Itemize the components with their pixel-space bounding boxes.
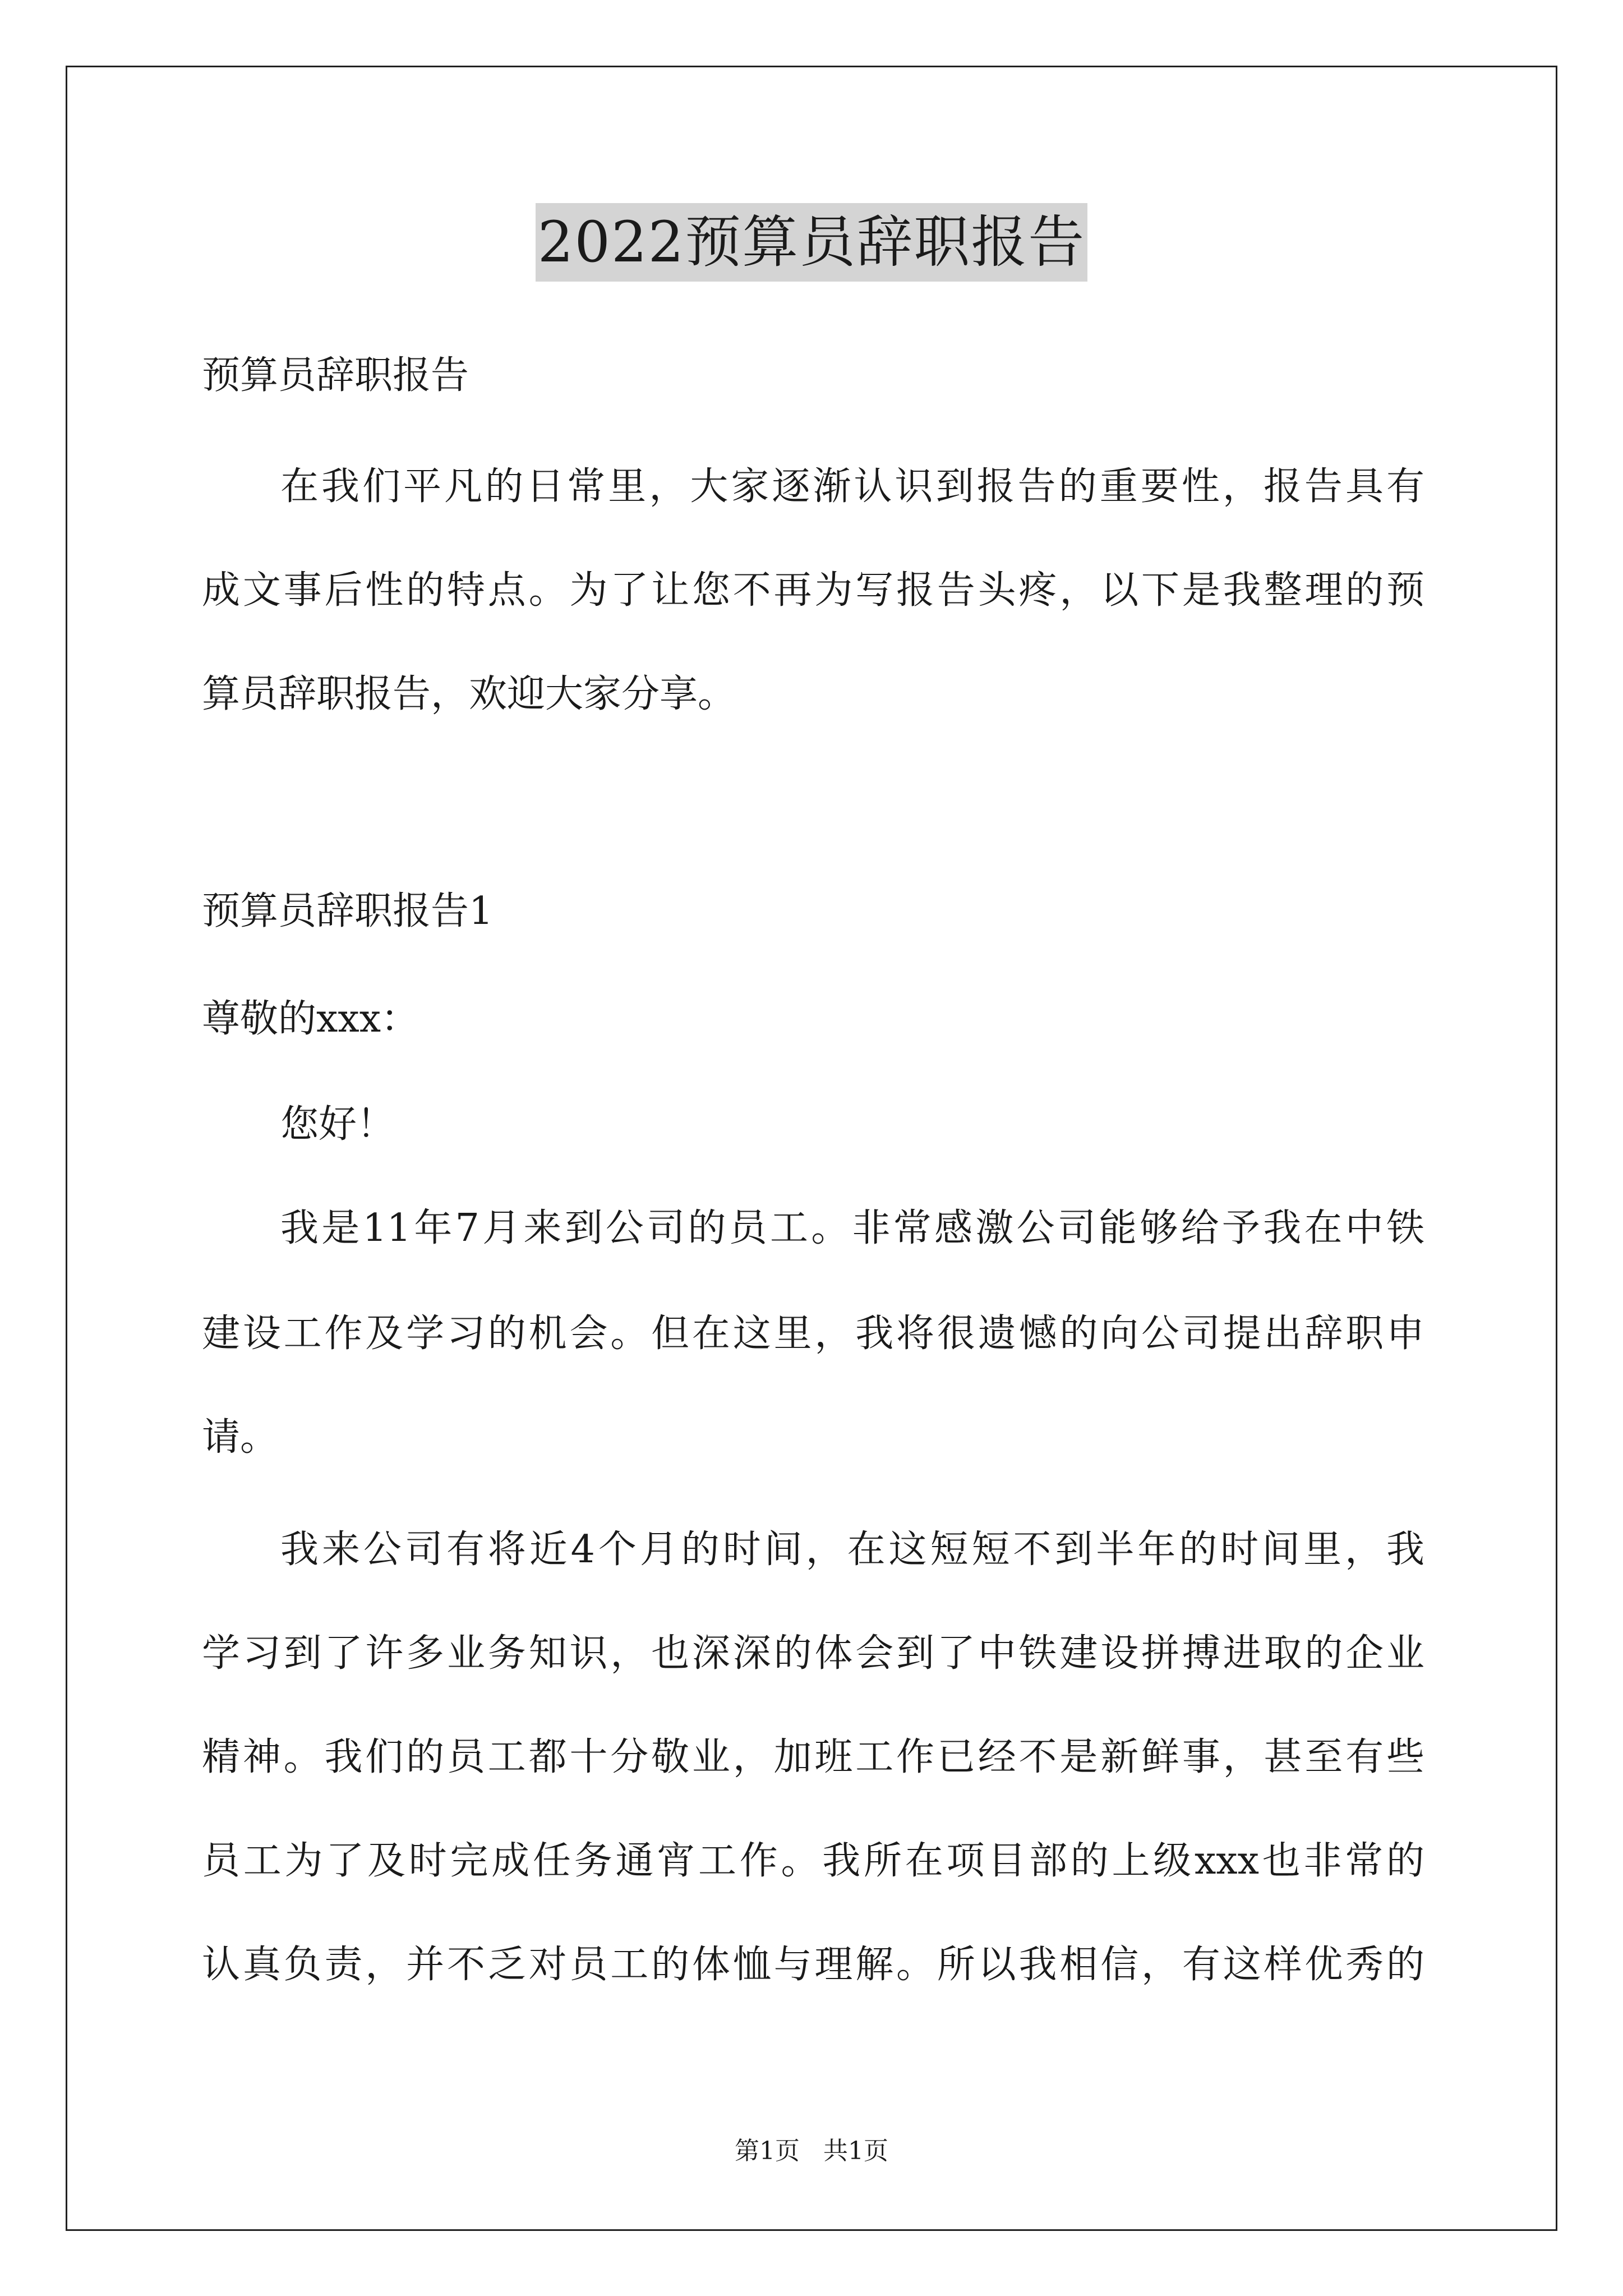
- paragraph2-line-5: 认真负责，并不乏对员工的体恤与理解。所以我相信，有这样优秀的: [202, 1943, 1424, 1987]
- title-container: [0, 203, 1623, 282]
- page-footer: [0, 2134, 1623, 2168]
- greeting: 您好！: [280, 1102, 395, 1147]
- paragraph2-line-4: 员工为了及时完成任务通宵工作。我所在项目部的上级xxx也非常的: [202, 1839, 1424, 1883]
- document-title: 2022预算员辞职报告: [536, 203, 1088, 282]
- intro-line-1: 在我们平凡的日常里，大家逐渐认识到报告的重要性，报告具有: [280, 464, 1424, 509]
- page-number: 第1页: [735, 2137, 800, 2165]
- paragraph2-line-2: 学习到了许多业务知识，也深深的体会到了中铁建设拼搏进取的企业: [202, 1631, 1424, 1676]
- intro-line-3: 算员辞职报告，欢迎大家分享。: [202, 672, 736, 716]
- paragraph2-line-3: 精神。我们的员工都十分敬业，加班工作已经不是新鲜事，甚至有些: [202, 1735, 1424, 1779]
- paragraph2-line-1: 我来公司有将近4个月的时间，在这短短不到半年的时间里，我: [280, 1527, 1424, 1572]
- paragraph1-line-1: 我是11年7月来到公司的员工。非常感激公司能够给予我在中铁: [280, 1206, 1424, 1250]
- section-heading: 预算员辞职报告1: [202, 889, 494, 933]
- document-subtitle: 预算员辞职报告: [202, 353, 469, 398]
- intro-line-2: 成文事后性的特点。为了让您不再为写报告头疼，以下是我整理的预: [202, 568, 1424, 613]
- paragraph1-line-2: 建设工作及学习的机会。但在这里，我将很遗憾的向公司提出辞职申: [202, 1312, 1424, 1356]
- page-total: 共1页: [823, 2137, 888, 2165]
- paragraph1-line-3: 请。: [202, 1415, 279, 1460]
- salutation: 尊敬的xxx：: [202, 997, 419, 1041]
